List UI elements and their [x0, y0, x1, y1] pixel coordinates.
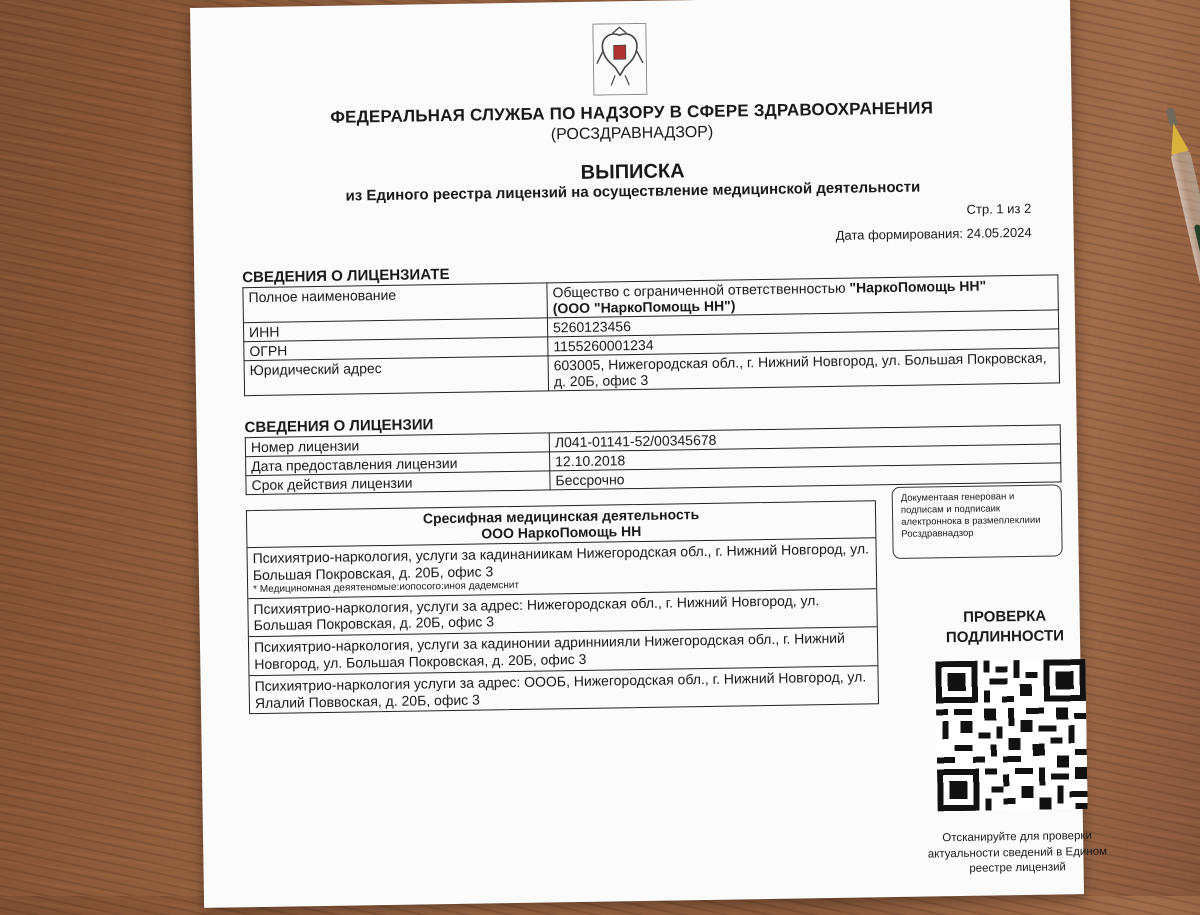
coat-of-arms-icon [592, 23, 647, 96]
activity-title: Сресифная медицинская деятельность [422, 506, 700, 527]
activity-row: Психиятрио-наркология, услуги за кадинонии адринниияли Нижегородская обл., г. Нижний Новгород, ул. Большая Покровская, д. 20Б, офис 3 [249, 627, 878, 675]
pen-cone [1165, 121, 1189, 154]
activity-table [246, 500, 879, 714]
license-number-value: Л041-01141-52/00345678 [549, 425, 1060, 452]
generation-date-label: Дата формирования: [835, 225, 964, 243]
verify-title [920, 606, 1091, 648]
qr-instructions: Отсканируйте для проверки актуальности сведений в Едином реестре лицензий [927, 829, 1108, 875]
ballpoint-pen [1160, 106, 1200, 909]
full-name-prefix: Общество с ограниченной ответственностью [552, 279, 850, 301]
generation-date-value: 24.05.2024 [966, 224, 1032, 241]
verify-title-line-2: ПОДЛИННОСТИ [945, 626, 1065, 646]
agency-name: ФЕДЕРАЛЬНАЯ СЛУЖБА ПО НАДЗОРУ В СФЕРЕ ЗДРАВООХРАНЕНИЯ [330, 98, 934, 127]
activity-org: ООО НаркоПомощь НН [481, 522, 642, 542]
address-label: Юридический адрес [244, 356, 549, 396]
inn-value: 5260123456 [547, 310, 1058, 337]
pen-ink-tube [1194, 224, 1200, 907]
issue-date-value: 12.10.2018 [550, 444, 1061, 471]
activity-row: Психиятрио-наркология, услуги за адрес: Нижегородская обл., г. Нижний Новгород, ул. Большая Покровская, д. 20Б, офис 3 [248, 589, 877, 637]
license-table [245, 424, 1062, 495]
generation-date [836, 225, 1032, 243]
verify-title-line-1: ПРОВЕРКА [962, 607, 1047, 626]
agency-short-name: (РОСЗДРАВНАДЗОР) [550, 123, 714, 144]
activity-row: Психиятрио-наркология услуги за адрес: ОООБ, Нижегородская обл., г. Нижний Новгород, ул. Ялалий Поввоская, д. 20Б, офис 3 [254, 668, 867, 711]
issue-date-label: Дата предоставления лицензии [246, 452, 550, 476]
qr-code-icon [935, 659, 1087, 811]
license-number-label: Номер лицензии [245, 433, 549, 457]
licensee-section-title: СВЕДЕНИЯ О ЛИЦЕНЗИАТЕ [242, 265, 450, 287]
full-name-org: "НаркоПомощь НН" [849, 277, 987, 296]
document-title: ВЫПИСКА [580, 160, 685, 184]
short-name: (ООО "НаркоПомощь НН") [552, 297, 736, 317]
inn-label: ИНН [243, 318, 547, 342]
page-number: Стр. 1 из 2 [966, 200, 1032, 217]
document-subtitle: из Единого реестра лицензий на осуществление медицинской деятельности [345, 178, 921, 205]
address-value: 603005, Нижегородская обл., г. Нижний Новгород, ул. Большая Покровская, д. 20Б, офис 3 [548, 348, 1059, 391]
ogrn-label: ОГРН [244, 337, 548, 361]
full-name-label: Полное наименование [243, 283, 548, 323]
validity-value: Бессрочно [550, 463, 1061, 490]
licensee-table [242, 274, 1060, 396]
validity-label: Срок действия лицензии [246, 471, 550, 495]
ogrn-value: 1155260001234 [548, 329, 1059, 356]
license-extract-document [190, 0, 1108, 908]
activity-footnote: * Медициномная деяятеномые:иопосого:иноя дадемснит [253, 579, 520, 595]
license-section-title: СВЕДЕНИЯ О ЛИЦЕНЗИИ [244, 416, 434, 437]
pen-barrel [1170, 150, 1200, 915]
electronic-signature-note: Документаая генерован и подписам и подписаик алектроннока в размеплеклиии Росздравнадзор [892, 484, 1063, 559]
activity-row-text: Психиятрио-наркология, услуги за кадинаниикам Нижегородская обл., г. Нижний Новгород, ул. Большая Покровская, д. 20Б, офис 3 [252, 540, 870, 583]
